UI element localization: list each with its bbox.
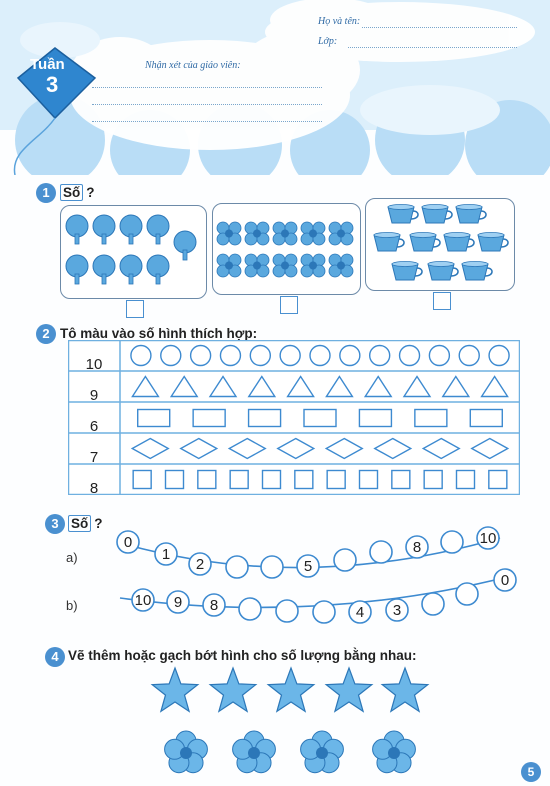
circle-shape[interactable] <box>280 346 300 366</box>
number-bead[interactable] <box>313 601 335 623</box>
rectangle-shape[interactable] <box>359 410 391 427</box>
circle-shape[interactable] <box>400 346 420 366</box>
section-2-title: Tô màu vào số hình thích hợp: <box>60 326 258 341</box>
tree-group <box>61 206 206 298</box>
circle-shape[interactable] <box>131 346 151 366</box>
teacher-comment-line[interactable] <box>92 121 322 122</box>
row-number: 6 <box>89 418 99 435</box>
number-bead[interactable] <box>226 556 248 578</box>
bead-number: 8 <box>209 597 219 614</box>
star-icon[interactable] <box>382 668 428 711</box>
name-label: Họ và tên: <box>318 16 361 27</box>
circle-shape[interactable] <box>191 346 211 366</box>
square-shape[interactable] <box>360 471 378 489</box>
star-icon[interactable] <box>326 668 372 711</box>
section-2-number: 2 <box>36 324 56 344</box>
star-icon[interactable] <box>210 668 256 711</box>
bead-number: 2 <box>195 556 205 573</box>
flower-group-box <box>212 203 361 295</box>
bead-number: 8 <box>412 539 422 556</box>
stars-flowers <box>0 660 550 786</box>
section-4-number: 4 <box>45 647 65 667</box>
flower-icon[interactable] <box>373 731 416 773</box>
cup-icon <box>374 205 508 281</box>
section-1-title <box>60 185 95 200</box>
name-field[interactable] <box>362 27 517 28</box>
section-1-number: 1 <box>36 183 56 203</box>
star-icon[interactable] <box>268 668 314 711</box>
flower-icon[interactable] <box>233 731 276 773</box>
class-field[interactable] <box>348 47 517 48</box>
teacher-comment-label: Nhận xét của giáo viên: <box>145 60 241 71</box>
number-bead[interactable] <box>422 593 444 615</box>
so-label: Số <box>60 184 83 201</box>
shapes-table <box>68 340 520 495</box>
chain-b-label: b) <box>66 598 78 613</box>
number-bead[interactable] <box>261 556 283 578</box>
circle-shape[interactable] <box>220 346 240 366</box>
number-bead[interactable] <box>441 531 463 553</box>
flower-icon <box>217 222 353 277</box>
bead-number: 4 <box>355 604 365 621</box>
page-number: 5 <box>521 762 541 782</box>
so-label: Số <box>68 515 91 532</box>
bead-number: 1 <box>161 546 171 563</box>
square-shape[interactable] <box>489 471 507 489</box>
row-number: 7 <box>89 449 99 466</box>
circle-shape[interactable] <box>370 346 390 366</box>
number-bead[interactable] <box>456 583 478 605</box>
week-label: Tuần <box>30 56 65 73</box>
bead-number: 9 <box>173 594 183 611</box>
question-mark: ? <box>94 516 103 531</box>
chain-a-label: a) <box>66 550 78 565</box>
number-bead[interactable] <box>334 549 356 571</box>
week-number: 3 <box>46 72 59 97</box>
class-label: Lớp: <box>318 36 338 47</box>
teacher-comment-line[interactable] <box>92 104 322 105</box>
answer-box-trees[interactable] <box>126 300 144 318</box>
circle-shape[interactable] <box>310 346 330 366</box>
teacher-comment-line[interactable] <box>92 87 322 88</box>
rectangle-shape[interactable] <box>415 410 447 427</box>
row-number: 8 <box>89 480 99 497</box>
flower-group <box>213 204 360 294</box>
square-shape[interactable] <box>230 471 248 489</box>
answer-box-cups[interactable] <box>433 292 451 310</box>
flower-icon[interactable] <box>165 731 208 773</box>
star-icon[interactable] <box>152 668 198 711</box>
number-bead[interactable] <box>276 600 298 622</box>
rectangle-shape[interactable] <box>249 410 281 427</box>
bead-number: 5 <box>303 558 313 575</box>
circle-shape[interactable] <box>489 346 509 366</box>
rectangle-shape[interactable] <box>304 410 336 427</box>
circle-shape[interactable] <box>250 346 270 366</box>
square-shape[interactable] <box>133 471 151 489</box>
bead-number: 10 <box>479 530 497 547</box>
row-number: 10 <box>85 356 103 373</box>
circle-shape[interactable] <box>429 346 449 366</box>
tree-icon <box>66 215 196 284</box>
circle-shape[interactable] <box>161 346 181 366</box>
row-number: 9 <box>89 387 99 404</box>
tree-group-box <box>60 205 207 299</box>
header-banner <box>0 0 550 175</box>
bead-number: 0 <box>500 572 510 589</box>
square-shape[interactable] <box>327 471 345 489</box>
square-shape[interactable] <box>424 471 442 489</box>
cup-group-box <box>365 198 515 291</box>
square-shape[interactable] <box>166 471 184 489</box>
number-bead[interactable] <box>370 541 392 563</box>
circle-shape[interactable] <box>459 346 479 366</box>
section-4-title: Vẽ thêm hoặc gạch bớt hình cho số lượng bằng nhau: <box>68 648 417 663</box>
rectangle-shape[interactable] <box>138 410 170 427</box>
bead-number: 10 <box>134 592 152 609</box>
square-shape[interactable] <box>457 471 475 489</box>
question-mark: ? <box>86 185 95 200</box>
square-shape[interactable] <box>263 471 281 489</box>
number-bead[interactable] <box>239 598 261 620</box>
section-3-number: 3 <box>45 514 65 534</box>
answer-box-flowers[interactable] <box>280 296 298 314</box>
flower-icon[interactable] <box>301 731 344 773</box>
bead-number: 3 <box>392 602 402 619</box>
rectangle-shape[interactable] <box>193 410 225 427</box>
bead-number: 0 <box>123 534 133 551</box>
square-shape[interactable] <box>295 471 313 489</box>
square-shape[interactable] <box>198 471 216 489</box>
shapes-grid <box>68 340 520 495</box>
circle-shape[interactable] <box>340 346 360 366</box>
cup-group <box>366 199 514 290</box>
rectangle-shape[interactable] <box>470 410 502 427</box>
number-chains <box>0 520 550 630</box>
square-shape[interactable] <box>392 471 410 489</box>
